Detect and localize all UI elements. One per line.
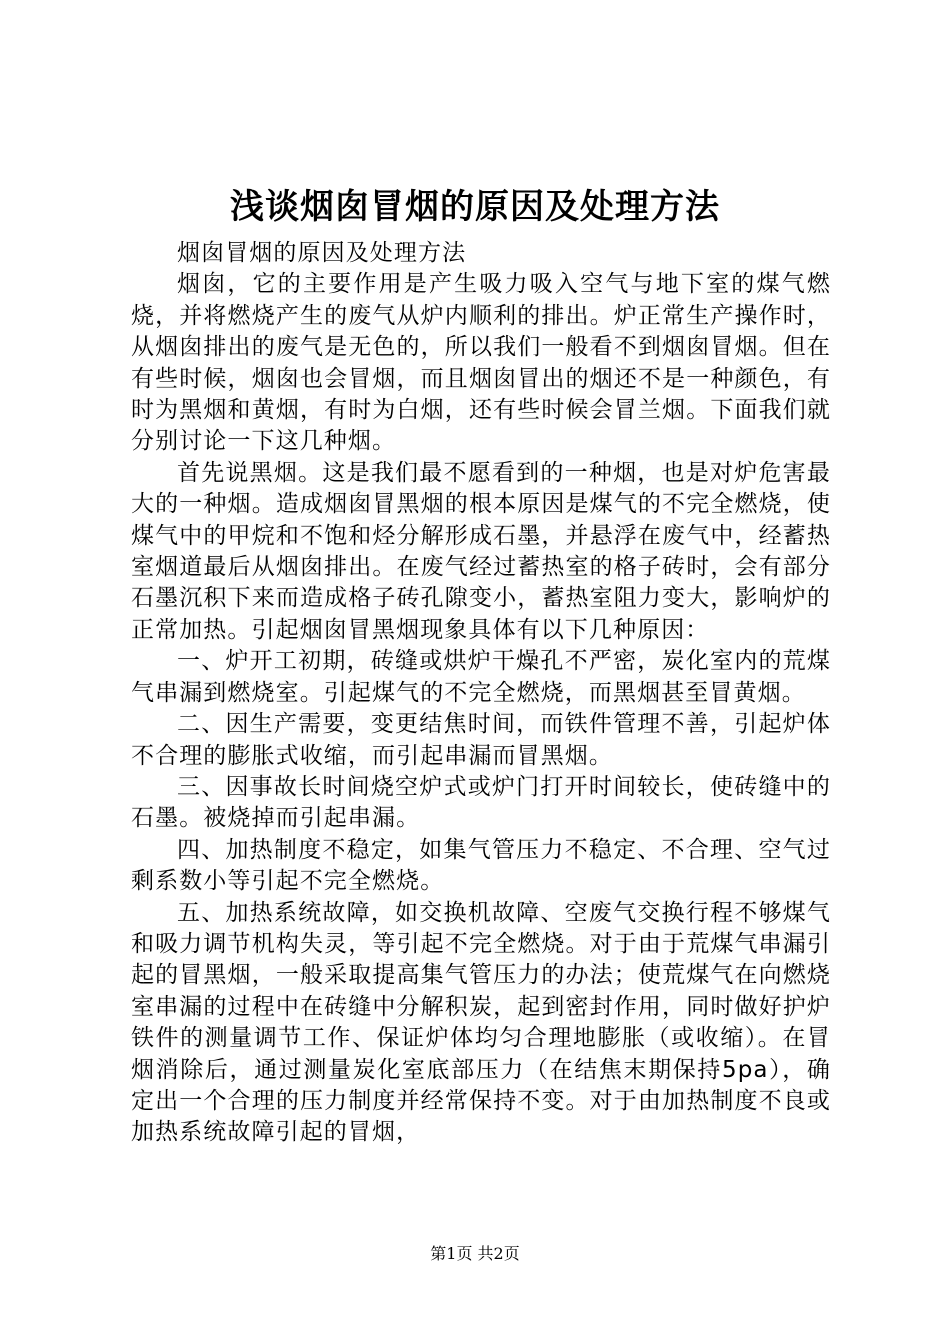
- body-paragraph: 四、加热制度不稳定，如集气管压力不稳定、不合理、空气过剩系数小等引起不完全燃烧。: [131, 836, 831, 895]
- body-paragraph: 烟囱，它的主要作用是产生吸力吸入空气与地下室的煤气燃烧，并将燃烧产生的废气从炉内顺利的排出。炉正常生产操作时，从烟囱排出的废气是无色的，所以我们一般看不到烟囱冒烟。但在有些时候，烟囱也会冒烟，而且烟囱冒出的烟还不是一种颜色，有时为黑烟和黄烟，有时为白烟，还有些时候会冒兰烟。下面我们就分别讨论一下这几种烟。: [131, 271, 831, 455]
- body-paragraph: 五、加热系统故障，如交换机故障、空废气交换行程不够煤气和吸力调节机构失灵，等引起不完全燃烧。对于由于荒煤气串漏引起的冒黑烟，一般采取提高集气管压力的办法；使荒煤气在向燃烧室串漏的过程中在砖缝中分解积炭，起到密封作用，同时做好护炉铁件的测量调节工作、保证炉体均匀合理地膨胀（或收缩）。在冒烟消除后，通过测量炭化室底部压力（在结焦末期保持5pa），确定出一个合理的压力制度并经常保持不变。对于由加热制度不良或加热系统故障引起的冒烟，: [131, 899, 831, 1146]
- document-body: [131, 238, 831, 1149]
- body-paragraph: 三、因事故长时间烧空炉式或炉门打开时间较长，使砖缝中的石墨。被烧掉而引起串漏。: [131, 773, 831, 832]
- page-number-footer: 第1页 共2页: [430, 1244, 520, 1263]
- body-paragraph: 首先说黑烟。这是我们最不愿看到的一种烟，也是对炉危害最大的一种烟。造成烟囱冒黑烟的根本原因是煤气的不完全燃烧，使煤气中的甲烷和不饱和烃分解形成石墨，并悬浮在废气中，经蓄热室烟道最后从烟囱排出。在废气经过蓄热室的格子砖时，会有部分石墨沉积下来而造成格子砖孔隙变小，蓄热室阻力变大，影响炉的正常加热。引起烟囱冒黑烟现象具体有以下几种原因：: [131, 459, 831, 643]
- body-paragraph: 二、因生产需要，变更结焦时间，而铁件管理不善，引起炉体不合理的膨胀式收缩，而引起串漏而冒黑烟。: [131, 711, 831, 769]
- body-paragraph: 烟囱冒烟的原因及处理方法: [177, 240, 467, 266]
- document-title: 浅谈烟囱冒烟的原因及处理方法: [230, 187, 720, 227]
- body-paragraph: 一、炉开工初期，砖缝或烘炉干燥孔不严密，炭化室内的荒煤气串漏到燃烧室。引起煤气的不完全燃烧，而黑烟甚至冒黄烟。: [131, 648, 831, 706]
